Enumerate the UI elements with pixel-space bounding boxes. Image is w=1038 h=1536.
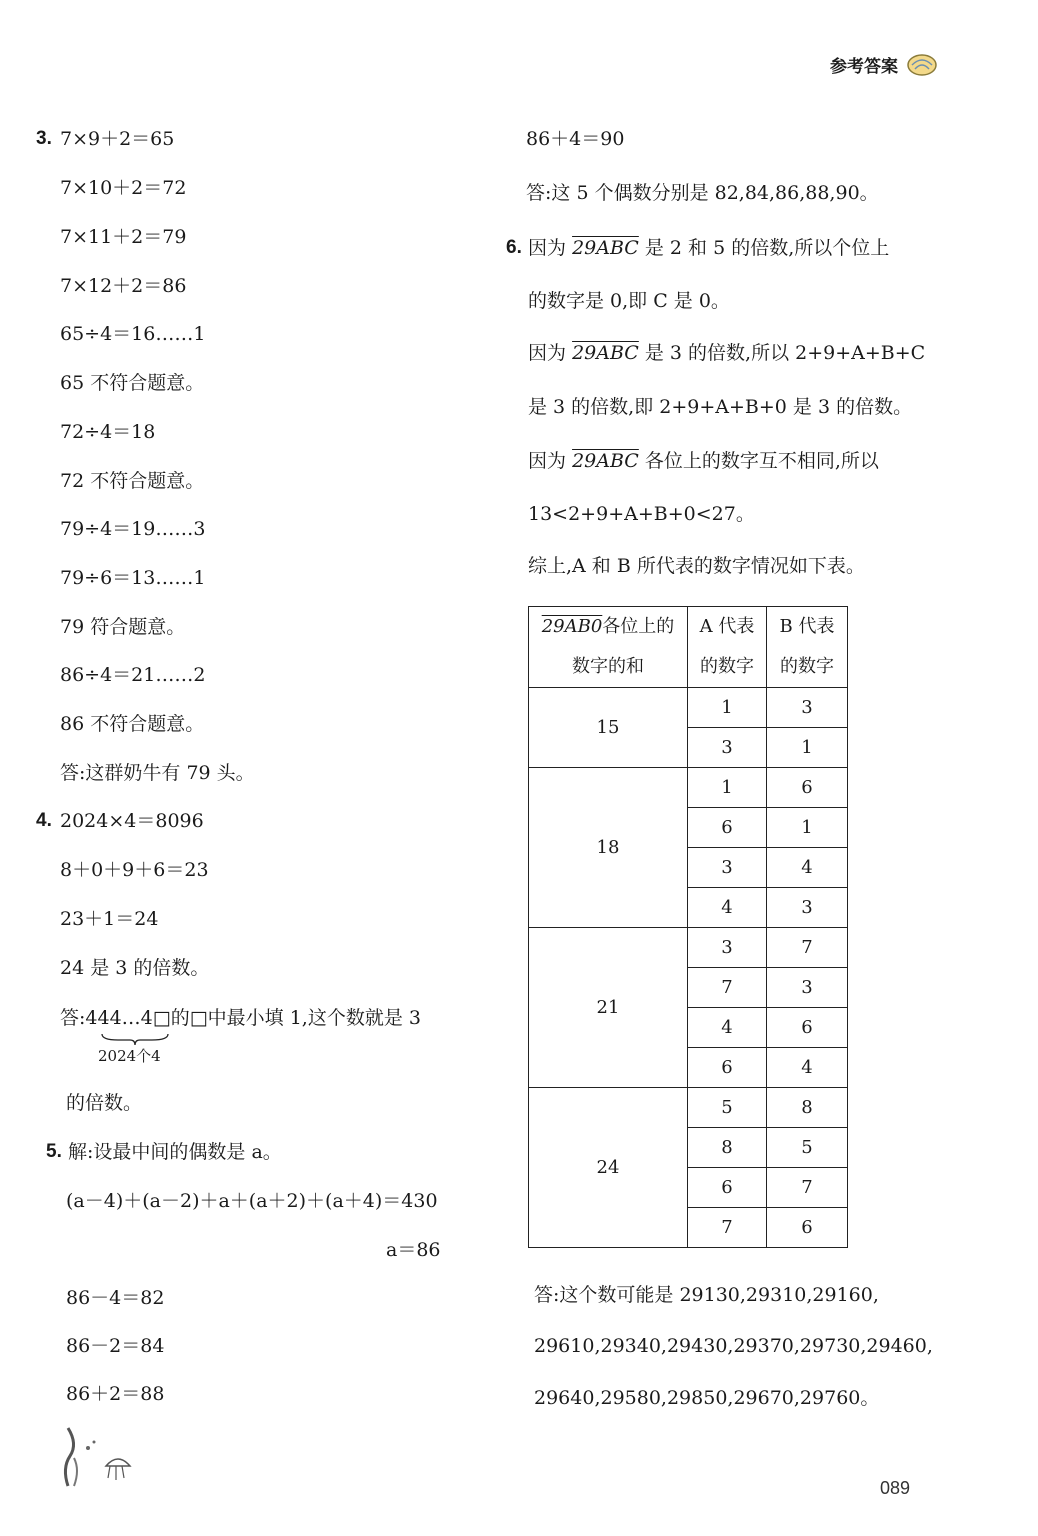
header-sum-line2: 数字的和: [572, 656, 644, 677]
q6-l1-prefix: 因为: [528, 237, 567, 259]
q6-l1-suffix: 是 2 和 5 的倍数,所以个位上: [644, 237, 890, 259]
b-cell: 7: [767, 1168, 848, 1208]
q4-line-2: 8＋0＋9＋6＝23: [60, 859, 209, 881]
q6-line-3: [528, 340, 925, 366]
q3-number: 3.: [36, 128, 52, 149]
page-header: [830, 52, 938, 77]
table-row: [529, 928, 848, 968]
q6-l5-suffix: 各位上的数字互不相同,所以: [644, 450, 879, 472]
q5-intro: 解:设最中间的偶数是 a。: [68, 1141, 282, 1163]
q6-l3-prefix: 因为: [528, 342, 567, 364]
b-cell: 3: [767, 888, 848, 928]
overline-number: 29ABC: [572, 342, 639, 364]
a-cell: 4: [688, 1008, 767, 1048]
q6-number: 6.: [506, 237, 522, 258]
sum-cell: 18: [529, 768, 688, 928]
q5-line-1: 86－4＝82: [66, 1287, 165, 1309]
q6-line-2: 的数字是 0,即 C 是 0。: [528, 290, 730, 312]
q3-line-9: 79÷4＝19……3: [60, 518, 206, 540]
a-cell: 8: [688, 1128, 767, 1168]
b-cell: 6: [767, 1208, 848, 1248]
underbrace: [100, 1032, 170, 1046]
q6-line-5: [528, 448, 879, 474]
q4-line-4: 24 是 3 的倍数。: [60, 957, 210, 979]
q5-result: a＝86: [386, 1239, 441, 1261]
q3-line-10: 79÷6＝13……1: [60, 567, 206, 589]
q3-line-3: 7×11＋2＝79: [60, 226, 187, 248]
q4-number: 4.: [36, 810, 52, 831]
q5-number: 5.: [46, 1141, 62, 1162]
overline-number: 29ABC: [572, 237, 639, 259]
a-cell: 7: [688, 1208, 767, 1248]
header-sum: [529, 607, 688, 688]
q6-line-7: 综上,A 和 B 所代表的数字情况如下表。: [528, 555, 865, 577]
b-cell: 4: [767, 1048, 848, 1088]
q4-line-3: 23＋1＝24: [60, 908, 159, 930]
q3-line-5: 65÷4＝16……1: [60, 323, 206, 345]
a-cell: 5: [688, 1088, 767, 1128]
q4-answer-number: 444…4: [85, 1007, 153, 1029]
b-cell: 4: [767, 848, 848, 888]
table-header-row: [529, 607, 848, 688]
a-cell: 6: [688, 1048, 767, 1088]
a-cell: 3: [688, 848, 767, 888]
q6-l3-suffix: 是 3 的倍数,所以 2+9+A+B+C: [644, 342, 926, 364]
q6-answer-line-3: 29640,29580,29850,29670,29760。: [534, 1387, 880, 1409]
a-cell: 3: [688, 928, 767, 968]
a-cell: 4: [688, 888, 767, 928]
sum-cell: 21: [529, 928, 688, 1088]
q4-line-1: 2024×4＝8096: [60, 810, 204, 832]
q5-line-3: 86＋2＝88: [66, 1383, 165, 1405]
b-cell: 5: [767, 1128, 848, 1168]
q5-line-4: 86＋4＝90: [526, 128, 625, 150]
q4-answer-cont: 的倍数。: [66, 1092, 143, 1114]
q4-answer-line: [60, 1005, 421, 1031]
a-cell: 1: [688, 768, 767, 808]
q3-line-6: 65 不符合题意。: [60, 372, 205, 394]
sum-cell: 24: [529, 1088, 688, 1248]
table-row: [529, 1088, 848, 1128]
sum-cell: 15: [529, 688, 688, 768]
a-cell: 6: [688, 808, 767, 848]
q6-line-1: [528, 235, 889, 261]
header-a: [688, 607, 767, 688]
header-b: [767, 607, 848, 688]
b-cell: 3: [767, 688, 848, 728]
q5-answer: 答:这 5 个偶数分别是 82,84,86,88,90。: [526, 182, 879, 204]
q5-equation: (a－4)＋(a－2)＋a＋(a＋2)＋(a＋4)＝430: [66, 1190, 438, 1212]
b-cell: 1: [767, 808, 848, 848]
header-sum-rest: 各位上的: [602, 616, 675, 637]
page-number: 089: [880, 1478, 911, 1498]
q6-l5-prefix: 因为: [528, 450, 567, 472]
a-cell: 6: [688, 1168, 767, 1208]
digit-table: [528, 606, 848, 1248]
header-a-line1: A 代表: [699, 616, 755, 637]
q3-line-4: 7×12＋2＝86: [60, 275, 187, 297]
a-cell: 3: [688, 728, 767, 768]
header-b-line1: B 代表: [779, 616, 835, 637]
overline-number: 29ABC: [572, 450, 639, 472]
q3-line-2: 7×10＋2＝72: [60, 177, 187, 199]
q6-line-6: 13<2+9+A+B+0<27。: [528, 503, 755, 525]
b-cell: 7: [767, 928, 848, 968]
header-a-line2: 的数字: [700, 656, 754, 677]
q3-line-13: 86 不符合题意。: [60, 713, 205, 735]
b-cell: 3: [767, 968, 848, 1008]
q3-line-1: 7×9＋2＝65: [60, 128, 175, 150]
b-cell: 6: [767, 768, 848, 808]
b-cell: 1: [767, 728, 848, 768]
q5-line-2: 86－2＝84: [66, 1335, 165, 1357]
q6-answer-line-2: 29610,29340,29430,29370,29730,29460,: [534, 1335, 933, 1357]
q6-line-4: 是 3 的倍数,即 2+9+A+B+0 是 3 的倍数。: [528, 396, 913, 418]
q3-line-8: 72 不符合题意。: [60, 470, 205, 492]
seaweed-jellyfish-icon: [58, 1418, 138, 1488]
q3-line-7: 72÷4＝18: [60, 421, 156, 443]
b-cell: 6: [767, 1008, 848, 1048]
shell-icon: [906, 53, 938, 77]
header-title: 参考答案: [830, 57, 898, 77]
table-row: [529, 688, 848, 728]
q3-line-11: 79 符合题意。: [60, 616, 186, 638]
q4-answer-prefix: 答:: [60, 1007, 86, 1029]
table-row: [529, 768, 848, 808]
header-sum-overline: 29AB0: [541, 616, 603, 637]
a-cell: 7: [688, 968, 767, 1008]
q3-line-12: 86÷4＝21……2: [60, 664, 206, 686]
brace-label: 2024个4: [98, 1047, 161, 1065]
header-b-line2: 的数字: [780, 656, 834, 677]
q4-answer-suffix: □的□中最小填 1,这个数就是 3: [152, 1007, 421, 1029]
q3-answer: 答:这群奶牛有 79 头。: [60, 762, 255, 784]
q6-answer-line-1: 答:这个数可能是 29130,29310,29160,: [534, 1284, 879, 1306]
a-cell: 1: [688, 688, 767, 728]
b-cell: 8: [767, 1088, 848, 1128]
